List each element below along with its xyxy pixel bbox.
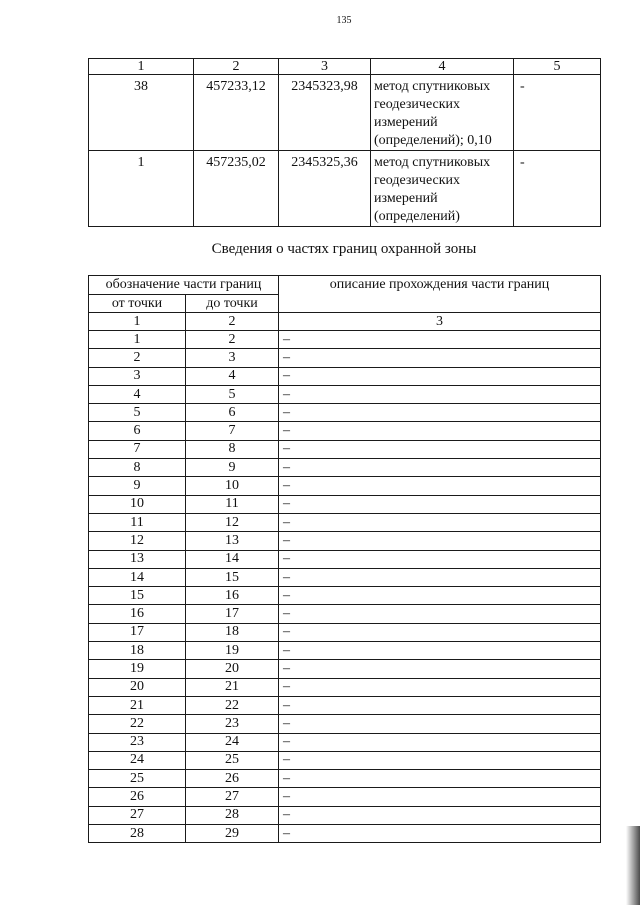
parts-cell-description: – bbox=[279, 733, 601, 751]
parts-cell-from: 22 bbox=[89, 715, 186, 733]
parts-table-row bbox=[89, 751, 601, 769]
parts-cell-to: 18 bbox=[186, 623, 279, 641]
coordinates-cell-x: 457235,02 bbox=[194, 151, 279, 227]
parts-cell-description: – bbox=[279, 696, 601, 714]
boundary-parts-table bbox=[88, 275, 601, 843]
parts-header-row bbox=[89, 276, 601, 295]
parts-cell-to: 6 bbox=[186, 404, 279, 422]
parts-cell-description: – bbox=[279, 367, 601, 385]
parts-cell-to: 14 bbox=[186, 550, 279, 568]
parts-table-row bbox=[89, 550, 601, 568]
parts-column-number: 1 bbox=[89, 313, 186, 331]
parts-cell-from: 7 bbox=[89, 440, 186, 458]
coordinates-header-cell: 2 bbox=[194, 59, 279, 75]
scan-edge-shadow bbox=[626, 826, 640, 905]
parts-table-row bbox=[89, 660, 601, 678]
parts-cell-from: 26 bbox=[89, 788, 186, 806]
parts-cell-from: 3 bbox=[89, 367, 186, 385]
parts-header-description: описание прохождения части границ bbox=[279, 276, 601, 313]
parts-cell-description: – bbox=[279, 660, 601, 678]
parts-cell-to: 24 bbox=[186, 733, 279, 751]
coordinates-cell-method: метод спутниковых геодезических измерений (определений) bbox=[371, 151, 514, 227]
parts-table-row bbox=[89, 733, 601, 751]
parts-cell-to: 13 bbox=[186, 532, 279, 550]
section-heading: Сведения о частях границ охранной зоны bbox=[211, 241, 477, 257]
coordinates-cell-point: 38 bbox=[89, 75, 194, 151]
parts-cell-description: – bbox=[279, 587, 601, 605]
parts-header-from: от точки bbox=[89, 295, 186, 313]
parts-cell-description: – bbox=[279, 806, 601, 824]
coordinates-cell-method: метод спутниковых геодезических измерений (определений); 0,10 bbox=[371, 75, 514, 151]
parts-table-body bbox=[89, 331, 601, 843]
parts-column-number: 2 bbox=[186, 313, 279, 331]
parts-table-row bbox=[89, 770, 601, 788]
parts-cell-description: – bbox=[279, 513, 601, 531]
parts-cell-from: 19 bbox=[89, 660, 186, 678]
coordinates-row bbox=[89, 151, 601, 227]
parts-cell-description: – bbox=[279, 550, 601, 568]
parts-cell-description: – bbox=[279, 532, 601, 550]
parts-cell-to: 22 bbox=[186, 696, 279, 714]
parts-cell-from: 28 bbox=[89, 825, 186, 843]
parts-cell-description: – bbox=[279, 770, 601, 788]
parts-cell-description: – bbox=[279, 568, 601, 586]
parts-table-row bbox=[89, 532, 601, 550]
parts-cell-to: 15 bbox=[186, 568, 279, 586]
parts-cell-to: 28 bbox=[186, 806, 279, 824]
parts-cell-from: 17 bbox=[89, 623, 186, 641]
parts-cell-to: 21 bbox=[186, 678, 279, 696]
parts-cell-description: – bbox=[279, 404, 601, 422]
parts-cell-from: 20 bbox=[89, 678, 186, 696]
parts-cell-from: 13 bbox=[89, 550, 186, 568]
parts-column-number-row bbox=[89, 313, 601, 331]
parts-cell-description: – bbox=[279, 331, 601, 349]
parts-cell-to: 25 bbox=[186, 751, 279, 769]
coordinates-header-cell: 1 bbox=[89, 59, 194, 75]
parts-cell-to: 17 bbox=[186, 605, 279, 623]
coordinates-cell-note: - bbox=[514, 75, 601, 151]
parts-table-row bbox=[89, 459, 601, 477]
parts-cell-from: 8 bbox=[89, 459, 186, 477]
parts-cell-description: – bbox=[279, 422, 601, 440]
parts-cell-description: – bbox=[279, 349, 601, 367]
parts-cell-from: 24 bbox=[89, 751, 186, 769]
parts-cell-from: 2 bbox=[89, 349, 186, 367]
parts-table-row bbox=[89, 404, 601, 422]
parts-cell-description: – bbox=[279, 623, 601, 641]
parts-cell-from: 5 bbox=[89, 404, 186, 422]
parts-column-number: 3 bbox=[279, 313, 601, 331]
parts-table-row bbox=[89, 715, 601, 733]
parts-cell-from: 14 bbox=[89, 568, 186, 586]
parts-cell-description: – bbox=[279, 715, 601, 733]
parts-cell-description: – bbox=[279, 788, 601, 806]
parts-table-row bbox=[89, 678, 601, 696]
parts-table-row bbox=[89, 568, 601, 586]
parts-cell-to: 7 bbox=[186, 422, 279, 440]
parts-cell-description: – bbox=[279, 642, 601, 660]
parts-table-row bbox=[89, 605, 601, 623]
parts-table-row bbox=[89, 587, 601, 605]
parts-cell-description: – bbox=[279, 477, 601, 495]
parts-cell-from: 12 bbox=[89, 532, 186, 550]
parts-cell-from: 16 bbox=[89, 605, 186, 623]
parts-table-row bbox=[89, 385, 601, 403]
parts-cell-from: 23 bbox=[89, 733, 186, 751]
coordinates-cell-x: 457233,12 bbox=[194, 75, 279, 151]
parts-table-row bbox=[89, 642, 601, 660]
parts-cell-from: 10 bbox=[89, 495, 186, 513]
parts-cell-to: 27 bbox=[186, 788, 279, 806]
page-number: 135 bbox=[336, 15, 352, 26]
coordinates-cell-y: 2345323,98 bbox=[279, 75, 371, 151]
coordinates-cell-y: 2345325,36 bbox=[279, 151, 371, 227]
parts-cell-description: – bbox=[279, 495, 601, 513]
parts-cell-description: – bbox=[279, 459, 601, 477]
parts-cell-from: 1 bbox=[89, 331, 186, 349]
parts-cell-to: 12 bbox=[186, 513, 279, 531]
parts-cell-description: – bbox=[279, 605, 601, 623]
coordinates-header-cell: 3 bbox=[279, 59, 371, 75]
parts-cell-to: 11 bbox=[186, 495, 279, 513]
coordinates-row bbox=[89, 75, 601, 151]
parts-table-row bbox=[89, 349, 601, 367]
coordinates-header-row bbox=[89, 59, 601, 75]
parts-table-row bbox=[89, 495, 601, 513]
coordinates-header-cell: 4 bbox=[371, 59, 514, 75]
parts-cell-to: 4 bbox=[186, 367, 279, 385]
parts-table-row bbox=[89, 367, 601, 385]
parts-cell-to: 16 bbox=[186, 587, 279, 605]
parts-table-row bbox=[89, 440, 601, 458]
parts-table-row bbox=[89, 513, 601, 531]
parts-cell-description: – bbox=[279, 678, 601, 696]
parts-table-row bbox=[89, 477, 601, 495]
parts-cell-description: – bbox=[279, 825, 601, 843]
parts-table-row bbox=[89, 331, 601, 349]
parts-cell-to: 26 bbox=[186, 770, 279, 788]
parts-cell-to: 29 bbox=[186, 825, 279, 843]
parts-cell-from: 6 bbox=[89, 422, 186, 440]
parts-cell-description: – bbox=[279, 440, 601, 458]
parts-cell-to: 10 bbox=[186, 477, 279, 495]
coordinates-table bbox=[88, 58, 601, 227]
coordinates-cell-note: - bbox=[514, 151, 601, 227]
parts-table-row bbox=[89, 825, 601, 843]
parts-cell-from: 21 bbox=[89, 696, 186, 714]
parts-table-row bbox=[89, 623, 601, 641]
parts-cell-from: 9 bbox=[89, 477, 186, 495]
parts-cell-from: 25 bbox=[89, 770, 186, 788]
parts-cell-to: 3 bbox=[186, 349, 279, 367]
parts-cell-from: 11 bbox=[89, 513, 186, 531]
parts-cell-to: 20 bbox=[186, 660, 279, 678]
parts-cell-to: 2 bbox=[186, 331, 279, 349]
parts-cell-from: 15 bbox=[89, 587, 186, 605]
parts-table-row bbox=[89, 788, 601, 806]
parts-cell-description: – bbox=[279, 751, 601, 769]
parts-cell-from: 4 bbox=[89, 385, 186, 403]
parts-cell-to: 8 bbox=[186, 440, 279, 458]
parts-cell-from: 27 bbox=[89, 806, 186, 824]
coordinates-header-cell: 5 bbox=[514, 59, 601, 75]
parts-table-row bbox=[89, 422, 601, 440]
coordinates-cell-point: 1 bbox=[89, 151, 194, 227]
parts-cell-description: – bbox=[279, 385, 601, 403]
parts-cell-to: 23 bbox=[186, 715, 279, 733]
parts-header-to: до точки bbox=[186, 295, 279, 313]
parts-cell-to: 5 bbox=[186, 385, 279, 403]
parts-cell-to: 19 bbox=[186, 642, 279, 660]
parts-cell-from: 18 bbox=[89, 642, 186, 660]
parts-table-row bbox=[89, 806, 601, 824]
parts-cell-to: 9 bbox=[186, 459, 279, 477]
parts-table-row bbox=[89, 696, 601, 714]
parts-header-group: обозначение части границ bbox=[89, 276, 279, 295]
